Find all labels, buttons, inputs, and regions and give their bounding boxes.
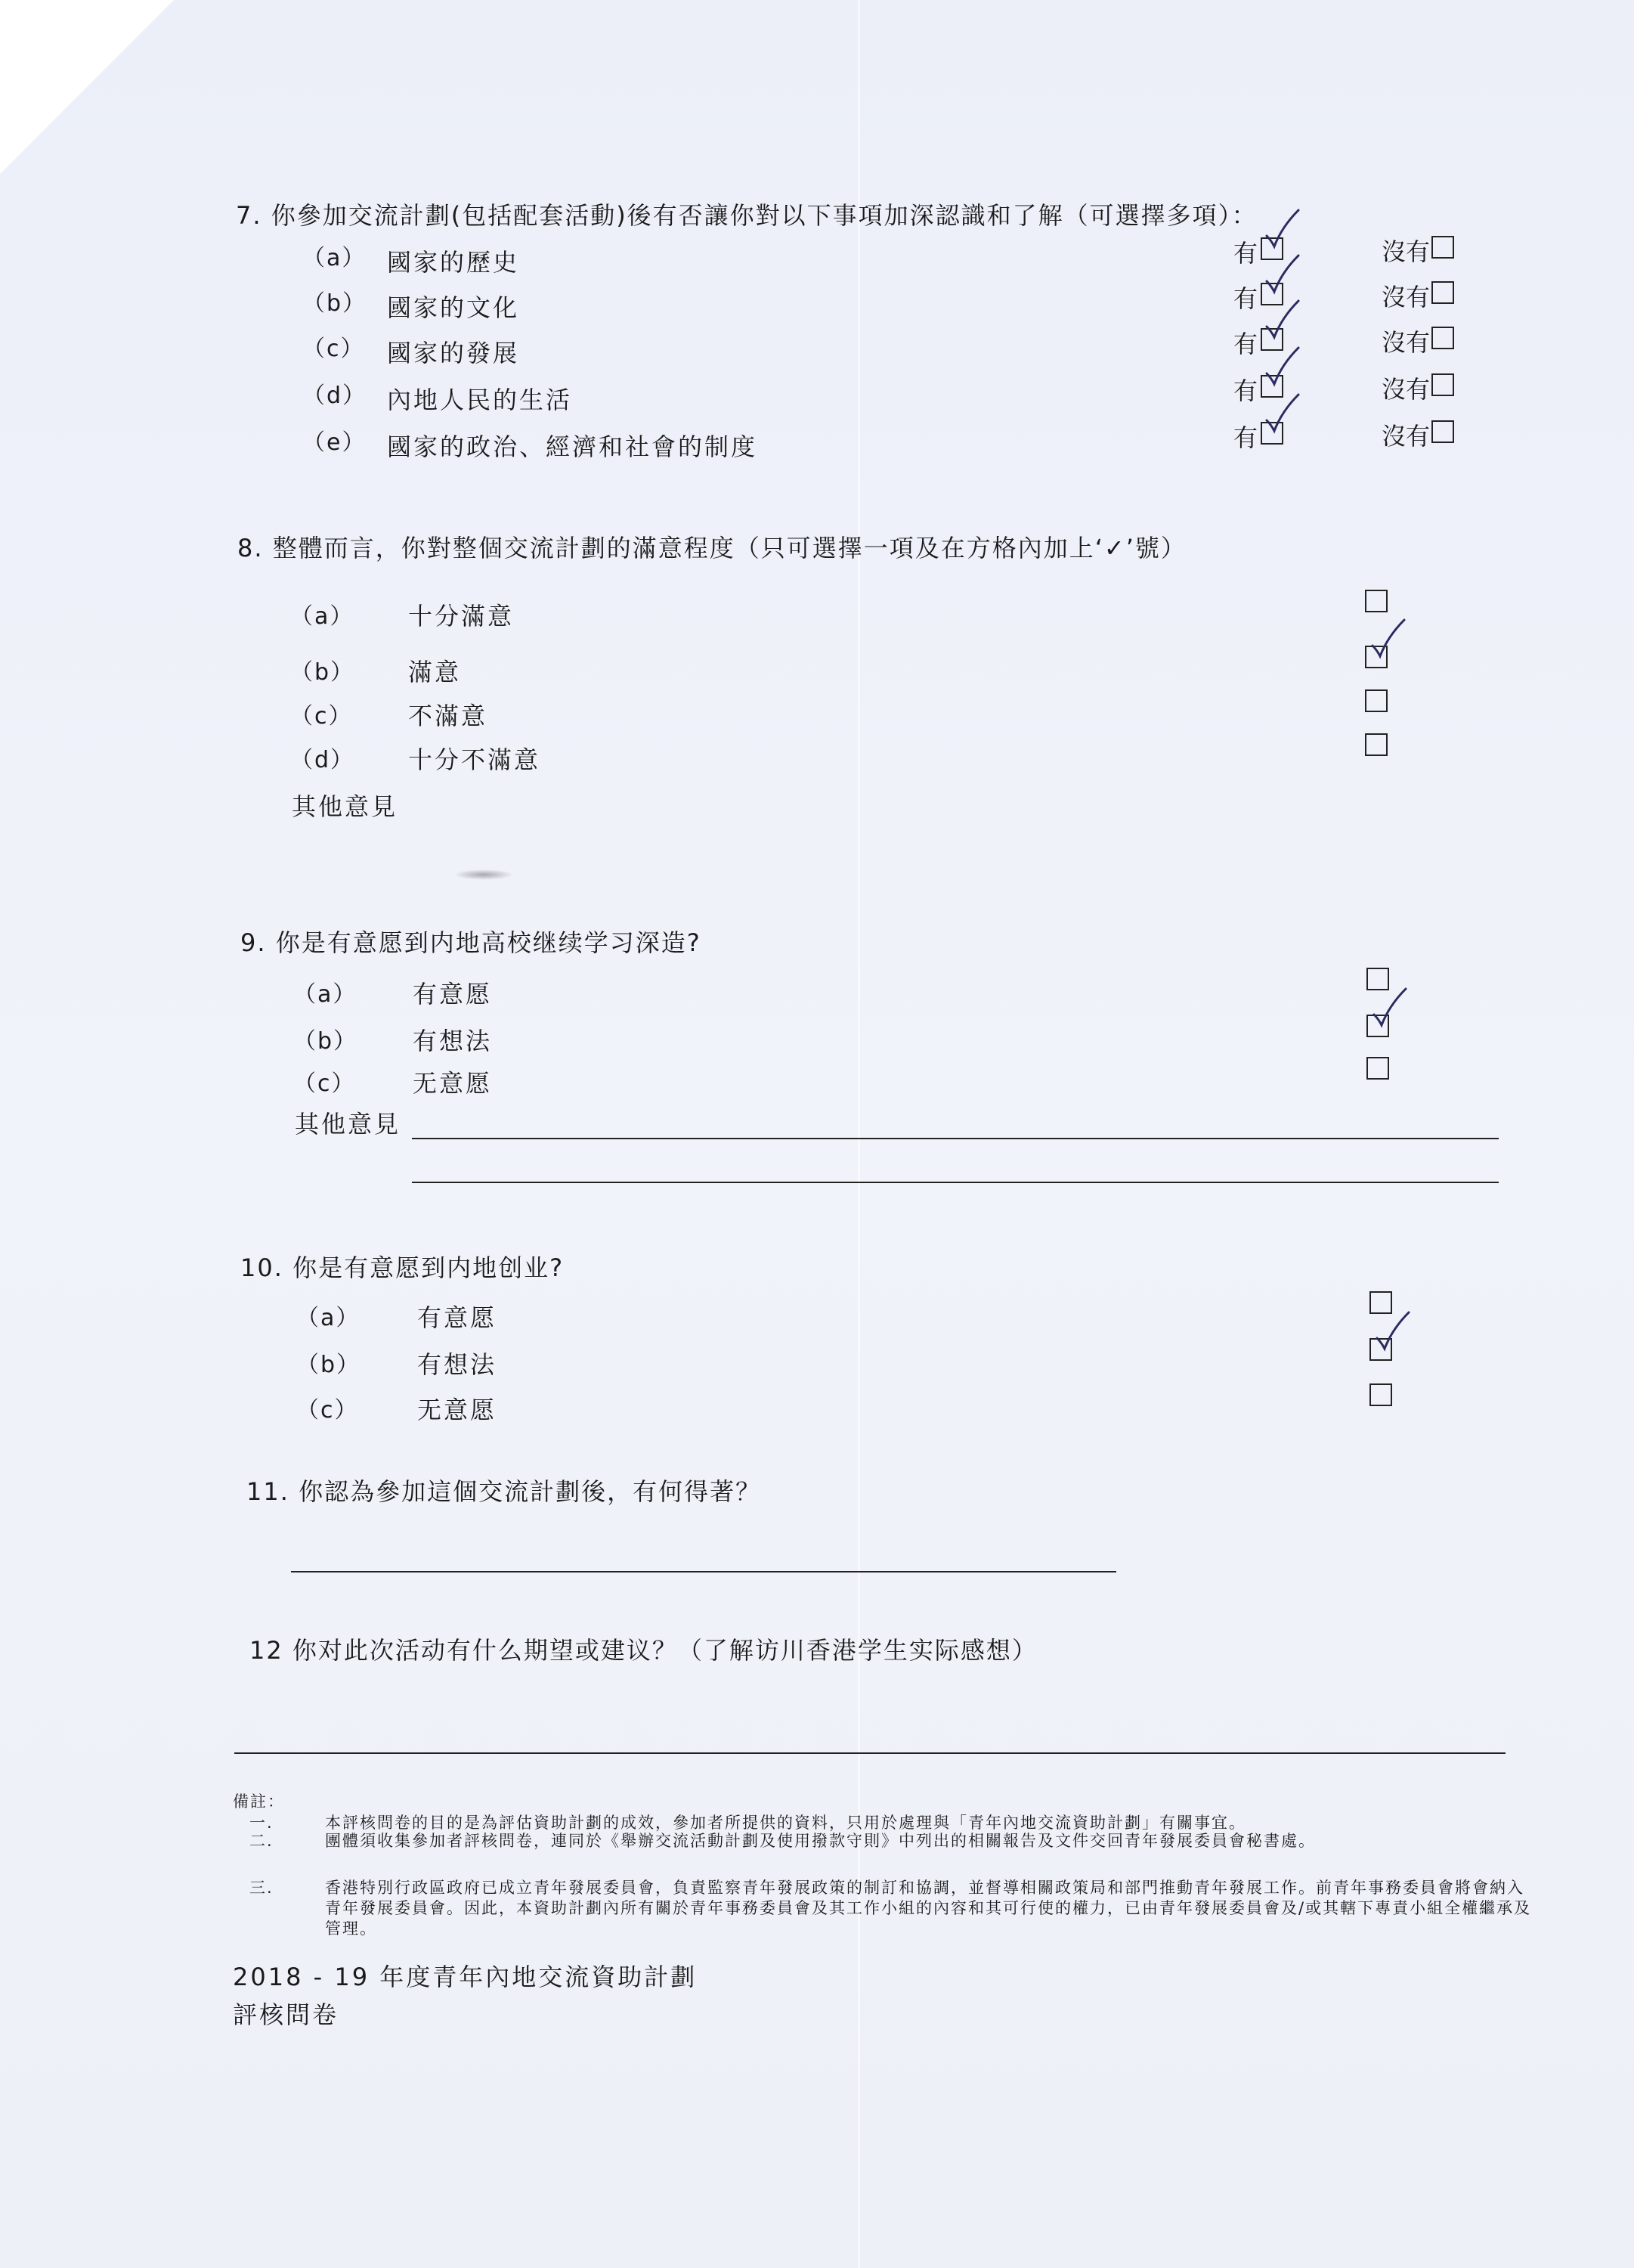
checkmark-icon [1264,253,1301,298]
q7-no-label: 沒有 [1382,283,1431,311]
checkmark-icon [1264,298,1301,343]
q12-answer-line[interactable] [234,1752,1506,1754]
q7-option-letter: （e） [302,429,367,456]
checkmark-icon [1264,207,1301,253]
q8-checkbox[interactable] [1365,590,1388,612]
q9-option-letter: （c） [293,1070,356,1097]
q7-no-checkbox[interactable] [1431,281,1454,304]
q7-option-text: 國家的歷史 [387,248,520,277]
footer-title: 2018 - 19 年度青年內地交流資助計劃 [233,1963,698,1991]
q7-no-checkbox[interactable] [1431,373,1454,396]
q7-option-letter: （a） [302,245,367,271]
q8-option-text: 十分滿意 [408,602,515,631]
q7-yes-label: 有 [1233,284,1258,313]
q9-other-line-1[interactable] [412,1138,1499,1139]
q8-option-letter: （b） [290,659,355,686]
q8-option-letter: （a） [290,603,354,630]
q8-option-letter: （c） [290,703,353,730]
q10-option-text: 有想法 [417,1350,497,1379]
ink-smudge [453,869,514,880]
q7-option-text: 內地人民的生活 [387,386,573,414]
note-number: 二. [249,1832,274,1850]
q7-question: 7. 你參加交流計劃(包括配套活動)後有否讓你對以下事項加深認識和了解（可選擇多項）： [236,201,1258,230]
note-number: 一. [249,1814,274,1832]
checkmark-icon [1371,986,1409,1031]
q12-question: 12 你对此次活动有什么期望或建议？（了解访川香港学生实际感想） [249,1636,1038,1665]
q9-option-text: 无意愿 [413,1069,493,1098]
checkmark-icon [1369,617,1407,662]
q11-question: 11. 你認為參加這個交流計劃後，有何得著？ [246,1477,762,1506]
q7-option-text: 國家的文化 [387,293,520,322]
q10-option-letter: （b） [296,1352,361,1378]
q7-yes-label: 有 [1233,330,1258,358]
folded-corner [0,0,174,174]
checkmark-icon [1264,392,1301,437]
q7-no-label: 沒有 [1382,422,1431,451]
note-number: 三. [249,1879,274,1897]
q7-yes-label: 有 [1233,239,1258,268]
q10-option-text: 有意愿 [417,1303,497,1332]
q9-other-line-2[interactable] [412,1182,1499,1183]
note-text: 本評核問卷的目的是為評估資助計劃的成效，參加者所提供的資料，只用於處理與「青年內地交流資助計劃」有關事宜。 [325,1814,1246,1832]
q7-yes-label: 有 [1233,423,1258,452]
q7-no-checkbox[interactable] [1431,327,1454,349]
note-text: 香港特別行政區政府已成立青年發展委員會，負責監察青年發展政策的制訂和協調，並督導相關政策局和部門推動青年發展工作。前青年事務委員會將會納入青年發展委員會。因此，本資助計劃內所有關於青年事務委員會及其工作小組的內容和其可行使的權力，已由青年發展委員會及/或其轄下專責小組全權繼承及管理。 [325,1879,1532,1938]
notes-heading: 備註： [233,1792,285,1811]
checkmark-icon [1374,1309,1412,1355]
q8-checkbox[interactable] [1365,733,1388,756]
q7-option-text: 國家的發展 [387,339,520,367]
q7-option-letter: （d） [302,383,367,409]
q10-checkbox[interactable] [1369,1383,1392,1406]
q7-option-text: 國家的政治、經濟和社會的制度 [387,432,758,461]
q7-yes-label: 有 [1233,376,1258,405]
q7-option-letter: （b） [302,290,367,317]
q11-answer-line[interactable] [291,1571,1116,1572]
q8-option-letter: （d） [290,747,355,773]
checkmark-icon [1264,345,1301,390]
q7-option-letter: （c） [302,336,365,362]
q9-other-label: 其他意見 [295,1110,401,1139]
q7-no-label: 沒有 [1382,328,1431,357]
q8-question: 8. 整體而言，你對整個交流計劃的滿意程度（只可選擇一項及在方格內加上‘✓’號） [237,534,1187,562]
q8-option-text: 滿意 [408,658,462,686]
q8-option-text: 十分不滿意 [408,745,541,774]
q7-no-checkbox[interactable] [1431,236,1454,259]
q9-option-text: 有想法 [413,1027,493,1055]
q9-question: 9. 你是有意愿到内地高校继续学习深造? [240,928,701,957]
q7-no-checkbox[interactable] [1431,420,1454,443]
q9-option-letter: （b） [293,1028,358,1055]
note-text: 團體須收集參加者評核問卷，連同於《舉辦交流活動計劃及使用撥款守則》中列出的相關報告及文件交回青年發展委員會秘書處。 [325,1832,1316,1850]
q10-question: 10. 你是有意愿到内地创业? [240,1253,565,1282]
q9-option-letter: （a） [293,981,357,1008]
q9-checkbox[interactable] [1366,1057,1389,1080]
q10-option-letter: （c） [296,1397,359,1424]
q8-other-label: 其他意見 [292,792,398,821]
q10-option-text: 无意愿 [417,1396,497,1424]
footer-subtitle: 評核問卷 [233,2000,339,2029]
q8-option-text: 不滿意 [408,702,488,730]
q8-checkbox[interactable] [1365,689,1388,712]
q9-option-text: 有意愿 [413,980,493,1009]
q7-no-label: 沒有 [1382,237,1431,266]
q10-option-letter: （a） [296,1305,361,1331]
q7-no-label: 沒有 [1382,375,1431,404]
